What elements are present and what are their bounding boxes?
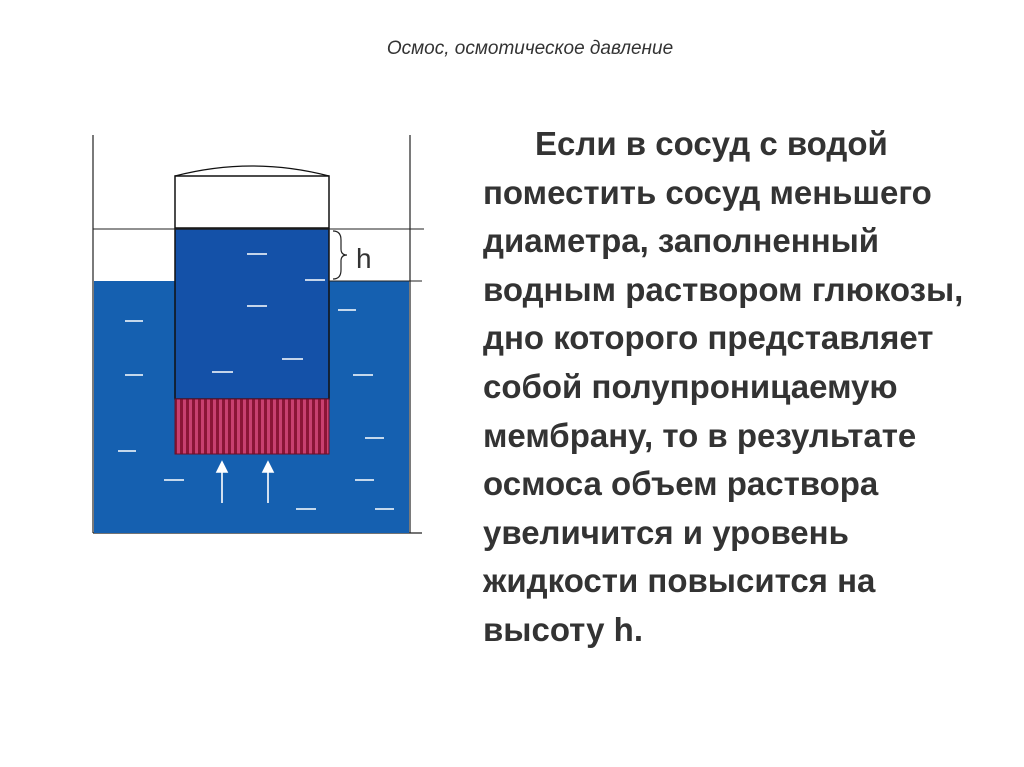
inner-vessel-empty <box>175 176 329 228</box>
height-label: h <box>356 243 372 274</box>
semipermeable-membrane <box>175 399 329 454</box>
height-brace <box>333 231 347 279</box>
osmosis-diagram <box>80 120 440 560</box>
slide-body-text: Если в сосуд с водой поместить сосуд меньшего диаметра, заполненный водным раствором глюкозы, дно которого представляет собой полупроницаемую мембрану, то в результате осмоса объем раствора увеличится и уровень жидкости повысится на высоту h. <box>483 125 964 648</box>
slide-title: Осмос, осмотическое давление <box>386 38 674 59</box>
inner-vessel-rim <box>175 166 329 176</box>
